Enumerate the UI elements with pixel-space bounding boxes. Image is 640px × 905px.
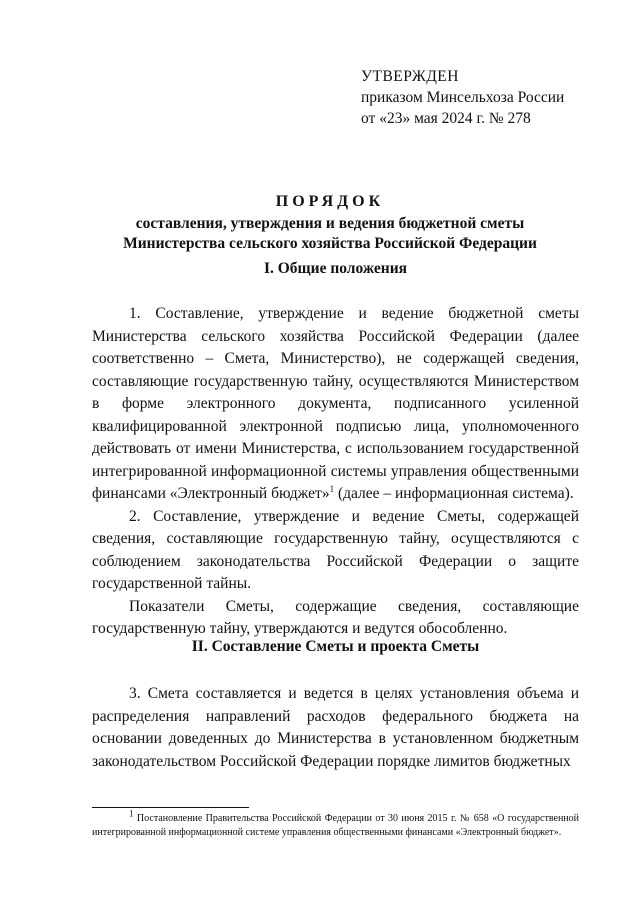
footnote: [92, 808, 579, 840]
title-main: ПОРЯДОК: [275, 193, 385, 210]
footnote-mark: 1: [129, 808, 134, 819]
section-1-heading: I. Общие положения: [263, 260, 408, 277]
footnote-reference: 1: [329, 483, 335, 494]
title-line-2: Министерства сельского хозяйства Российской Федерации: [123, 235, 537, 252]
paragraph-3: Показатели Сметы, содержащие сведения, составляющие государственную тайну, утверждаются и ведутся обособленно.: [92, 597, 579, 637]
approval-stamp: [361, 66, 564, 129]
approval-order-line: приказом Минсельхоза России: [361, 89, 565, 106]
approval-heading: УТВЕРЖДЕН: [361, 68, 459, 85]
title-line-1: составления, утверждения и ведения бюджетной сметы: [135, 215, 525, 232]
footnote-text: Постановление Правительства Российской Федерации от 30 июня 2015 г. № 658 «О государственной интегрированной информационной системе управления общественными финансами «Электронный бюджет».: [92, 813, 579, 838]
paragraph-1-text: 1. Составление, утверждение и ведение бюджетной сметы Министерства сельского хозяйства Российской Федерации (далее соответственно – Смета, Министерство), не содержащей сведения, составляющие государственную тайну, осуществляются Министерством в форме электронного документа, подписанного усиленной квалифицированной электронной подписью лица, уполномоченного действовать от имени Министерства, с использованием государственной интегрированной информационной системы управления общественными финансами «Электронный бюджет»: [92, 305, 579, 502]
section-2-heading: II. Составление Сметы и проекта Сметы: [191, 638, 480, 655]
section-1-body: [92, 303, 579, 641]
approval-date-line: от «23» мая 2024 г. № 278: [361, 110, 531, 127]
document-title: [60, 192, 600, 254]
paragraph-1-tail: (далее – информационная система).: [334, 485, 574, 502]
footnote-divider: [92, 807, 249, 808]
paragraph-4: 3. Смета составляется и ведется в целях установления объема и распределения направлений расходов федерального бюджета на основании доведенных до Министерства в установленном бюджетным законодательством Российской Федерации порядке лимитов бюджетных: [92, 685, 579, 770]
paragraph-2: 2. Составление, утверждение и ведение Сметы, содержащей сведения, составляющие государственную тайну, осуществляются с соблюдением законодательства Российской Федерации о защите государственной тайны.: [92, 507, 579, 592]
section-2-body: [92, 683, 579, 773]
paragraph-1: [92, 303, 579, 506]
